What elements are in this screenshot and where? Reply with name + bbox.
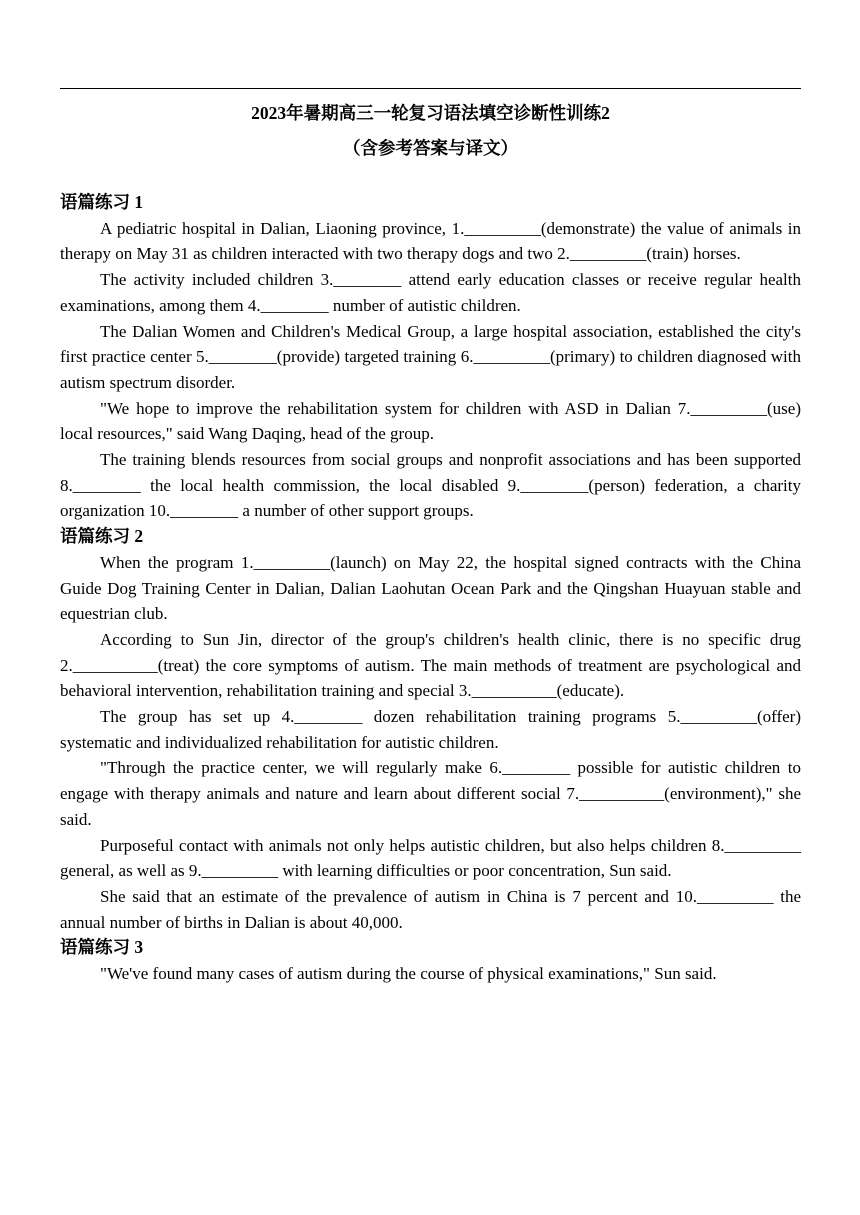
paragraph: The activity included children 3.________ attend early education classes or receive regular health examinations, among them 4.________ number of autistic children. (60, 270, 801, 315)
paragraph: When the program 1._________(launch) on May 22, the hospital signed contracts with the China Guide Dog Training Center in Dalian, Dalian Laohutan Ocean Park and the Qingshan Huayuan stable and equestrian club. (60, 552, 801, 624)
paragraph: She said that an estimate of the prevalence of autism in China is 7 percent and 10._________ the annual number of births in Dalian is about 40,000. (60, 886, 801, 932)
paragraph: The Dalian Women and Children's Medical Group, a large hospital association, established the city's first practice center 5.________(provide) targeted training 6._________(primary) to children diagnosed with autism spectrum disorder. (60, 321, 801, 392)
section-heading: 语篇练习 3 (60, 937, 144, 958)
paragraph: Purposeful contact with animals not only helps autistic children, but also helps children 8._________ general, as well as 9._________ with learning difficulties or poor concentration, Sun said. (60, 835, 801, 881)
section-1 (60, 190, 801, 524)
exercise-sections (60, 190, 801, 987)
section-heading: 语篇练习 1 (60, 192, 144, 212)
paragraph: "Through the practice center, we will regularly make 6.________ possible for autistic children to engage with therapy animals and nature and learn about different social 7.__________(environment)," she said. (60, 758, 801, 829)
paragraph: "We hope to improve the rehabilitation system for children with ASD in Dalian 7._________(use) local resources," said Wang Daqing, head of the group. (60, 398, 801, 444)
paragraph: The training blends resources from social groups and nonprofit associations and has been supported 8.________ the local health commission, the local disabled 9.________(person) federation, a charity organization 10.________ a number of other support groups. (60, 450, 801, 521)
section-2 (60, 524, 801, 935)
paragraph: According to Sun Jin, director of the group's children's health clinic, there is no specific drug 2.__________(treat) the core symptoms of autism. The main methods of treatment are psychological and behavioral intervention, rehabilitation training and special 3.__________(educate). (60, 629, 801, 701)
document-title: 2023年暑期高三一轮复习语法填空诊断性训练2 (251, 103, 610, 123)
document-subtitle: （含参考答案与译文） (343, 138, 518, 158)
paragraph: A pediatric hospital in Dalian, Liaoning province, 1._________(demonstrate) the value of animals in therapy on May 31 as children interacted with two therapy dogs and two 2._________(train) horses. (60, 218, 801, 264)
header-rule (60, 88, 801, 89)
section-3 (60, 935, 801, 986)
paragraph: The group has set up 4.________ dozen rehabilitation training programs 5._________(offer) systematic and individualized rehabilitation for autistic children. (60, 707, 801, 752)
section-heading: 语篇练习 2 (60, 526, 144, 547)
paragraph: "We've found many cases of autism during the course of physical examinations," Sun said. (100, 964, 717, 984)
